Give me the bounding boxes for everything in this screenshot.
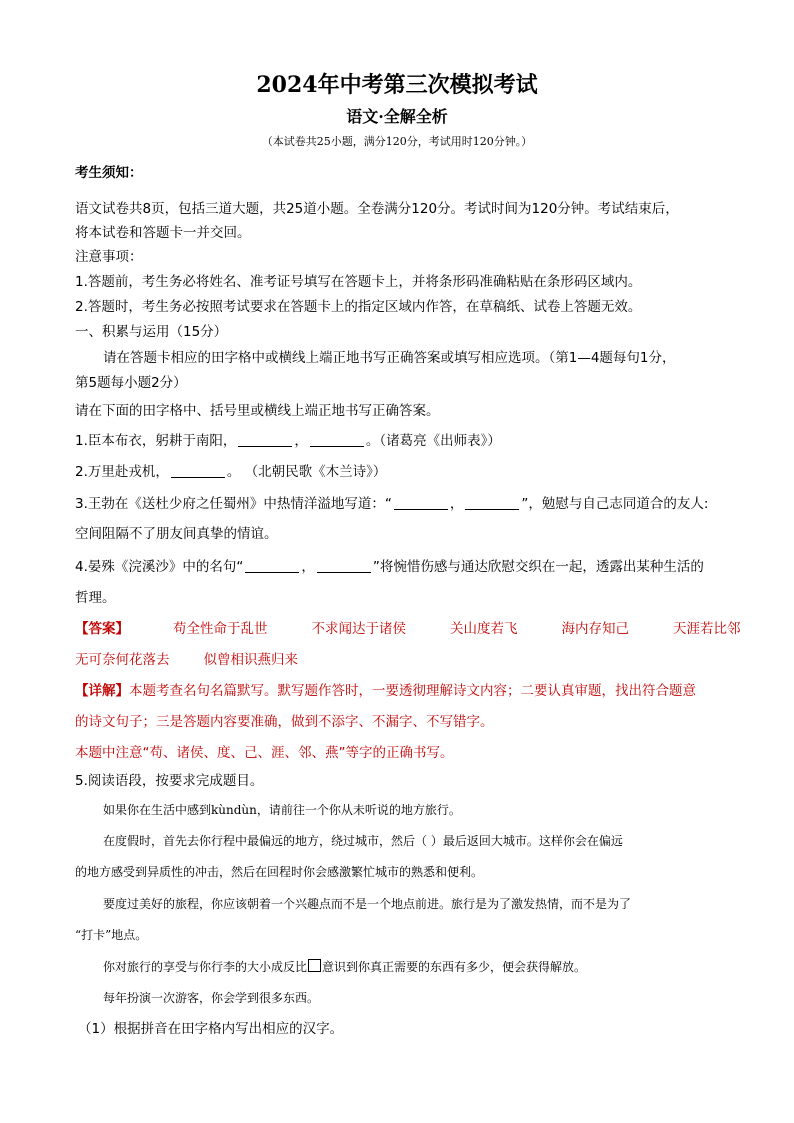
question-1: 1.臣本布衣，躬耕于南阳， ， 。（诸葛亮《出师表》） <box>75 433 501 449</box>
q5-heading: 5.阅读语段，按要求完成题目。 <box>75 773 264 789</box>
instructions-line2: 将本试卷和答题卡一并交回。 <box>75 225 251 241</box>
answer-item: 不求闻达于诸侯 <box>311 621 406 637</box>
detail-row-2: 的诗文句子；三是答题内容要准确，做到不添字、不漏字、不写错字。 <box>75 714 494 730</box>
page-title: 2024年中考第三次模拟考试 <box>256 72 538 98</box>
q1-text: 1.臣本布衣，躬耕于南阳， <box>75 433 237 449</box>
section1-intro1: 请在答题卡相应的田字格中或横线上端正地书写正确答案或填写相应选项。（第1—4题每句1分， <box>103 350 676 366</box>
notes-heading: 注意事项： <box>75 249 143 265</box>
detail-text: 本题考查名句名篇默写。默写题作答时，一要透彻理解诗文内容；二要认真审题，找出符合题意 <box>129 683 696 699</box>
answer-item: 苟全性命于乱世 <box>173 621 268 637</box>
q4-text: 4.晏殊《浣溪沙》中的名句“ <box>75 559 244 575</box>
question-4-line2: 哲理。 <box>75 590 116 606</box>
question-2: 2.万里赴戎机， 。 （北朝民歌《木兰诗》） <box>75 464 387 480</box>
answer-blank[interactable] <box>310 433 364 447</box>
answer-item: 海内存知己 <box>561 621 629 637</box>
passage-p1: 如果你在生活中感到kùndùn，请前往一个你从未听说的地方旅行。 <box>103 803 461 817</box>
detail-row-3: 本题中注意“苟、诸侯、度、己、涯、邻、燕”等字的正确书写。 <box>75 745 454 761</box>
answer-item: 无可奈何花落去 <box>75 652 170 668</box>
instructions-heading: 考生须知： <box>75 165 143 181</box>
passage-p2b: 的地方感受到异质性的冲击，然后在回程时你会感激繁忙城市的熟悉和便利。 <box>75 865 484 879</box>
passage-p3b: “打卡”地点。 <box>75 928 148 942</box>
answer-blank[interactable] <box>394 496 448 510</box>
note-1: 1.答题前，考生务必将姓名、准考证号填写在答题卡上，并将条形码准确粘贴在条形码区域内。 <box>75 274 642 290</box>
section1-heading: 一、积累与运用（15分） <box>75 324 228 340</box>
exam-note: （本试卷共25小题，满分120分，考试用时120分钟。） <box>261 135 533 148</box>
q5-sub1: （1）根据拼音在田字格内写出相应的汉字。 <box>78 1021 344 1037</box>
detail-row-1 <box>75 681 720 701</box>
question-3-line2: 空间阻隔不了朋友间真挚的情谊。 <box>75 526 278 542</box>
passage-p5: 每年扮演一次游客，你会学到很多东西。 <box>103 991 320 1005</box>
question-4: 4.晏殊《浣溪沙》中的名句“ ， ”将惋惜伤感与通达欣慰交织在一起，透露出某种生活的 <box>75 559 704 575</box>
instructions-line1: 语文试卷共8页，包括三道大题，共25道小题。全卷满分120分。考试时间为120分钟。考试结束后， <box>75 201 679 217</box>
punctuation-box[interactable] <box>308 959 321 972</box>
answer-row-2 <box>75 650 720 670</box>
passage-p2a: 在度假时，首先去你行程中最偏远的地方，绕过城市，然后（ ）最后返回大城市。这样你会在偏远 <box>103 834 623 848</box>
answer-item: 天涯若比邻 <box>673 621 741 637</box>
answer-blank[interactable] <box>317 559 371 573</box>
answer-item: 似曾相识燕归来 <box>203 652 298 668</box>
q2-text: 2.万里赴戎机， <box>75 464 169 480</box>
passage-p3a: 要度过美好的旅程，你应该朝着一个兴趣点而不是一个地点前进。旅行是为了激发热情，而不是为了 <box>103 897 632 911</box>
question-3: 3.王勃在《送杜少府之任蜀州》中热情洋溢地写道：“ ， ”，勉慰与自己志同道合的友人: <box>75 496 709 512</box>
answer-blank[interactable] <box>171 464 225 478</box>
page-subtitle: 语文·全解全析 <box>346 107 448 126</box>
answer-row-1 <box>75 619 741 639</box>
answer-blank[interactable] <box>238 433 292 447</box>
answer-blank[interactable] <box>245 559 299 573</box>
section1-intro3: 请在下面的田字格中、括号里或横线上端正地书写正确答案。 <box>75 403 440 419</box>
note-2: 2.答题时，考生务必按照考试要求在答题卡上的指定区域内作答，在草稿纸、试卷上答题无效。 <box>75 299 642 315</box>
q3-text: 3.王勃在《送杜少府之任蜀州》中热情洋溢地写道：“ <box>75 496 392 512</box>
detail-label: 【详解】 <box>75 683 129 699</box>
passage-p4: 你对旅行的享受与你行李的大小成反比 意识到你真正需要的东西有多少，便会获得解放。 <box>103 960 587 974</box>
answer-item: 关山度若飞 <box>450 621 518 637</box>
answer-blank[interactable] <box>465 496 519 510</box>
section1-intro2: 第5题每小题2分） <box>75 375 187 391</box>
answer-label: 【答案】 <box>75 621 129 637</box>
